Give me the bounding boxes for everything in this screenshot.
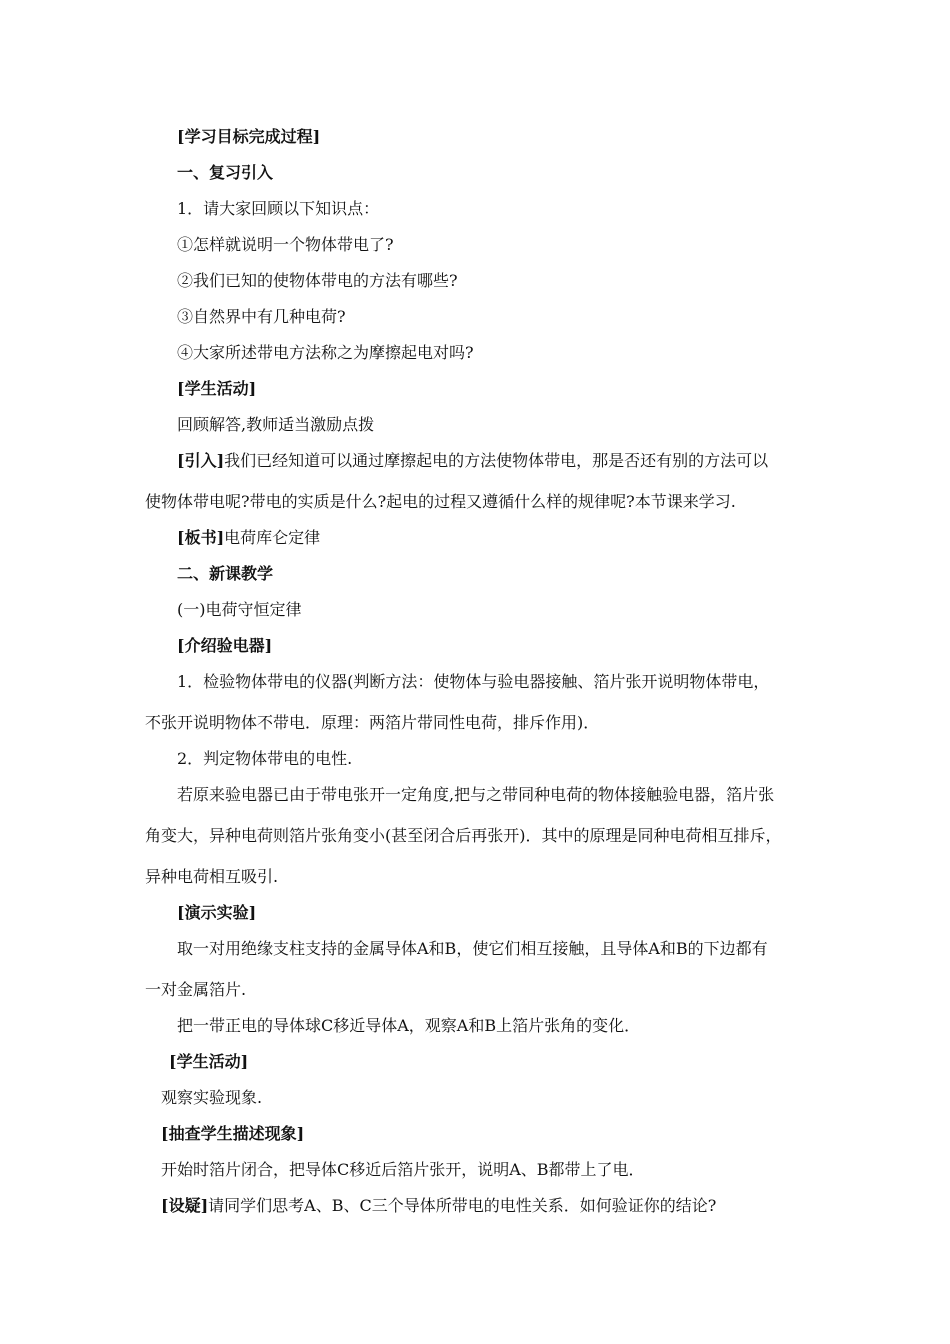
question-label: [设疑]	[161, 1196, 209, 1215]
student-activity-1-label: [学生活动]	[177, 379, 257, 398]
student-activity-1-text: 回顾解答,教师适当激励点拨	[177, 415, 375, 434]
demo-p2: 把一带正电的导体球C移近导体A，观察A和B上箔片张角的变化．	[177, 1016, 641, 1035]
review-question-3: ③自然界中有几种电荷?	[177, 307, 346, 326]
electroscope-p3-line-2: 角变大，异种电荷则箔片张角变小(甚至闭合后再张开)．其中的原理是同种电荷相互排斥，	[145, 826, 782, 845]
review-question-4: ④大家所述带电方法称之为摩擦起电对吗?	[177, 343, 474, 362]
electroscope-p3-line-1: 若原来验电器已由于带电张开一定角度,把与之带同种电荷的物体接触验电器，箔片张	[177, 785, 775, 804]
intro-text-1: 我们已经知道可以通过摩擦起电的方法使物体带电，那是否还有别的方法可以	[224, 451, 769, 470]
electroscope-label: [介绍验电器]	[177, 636, 273, 655]
section-1-title: 一、复习引入	[177, 163, 274, 182]
board-line	[177, 528, 320, 548]
intro-label: [引入]	[177, 451, 225, 470]
intro-paragraph-line-2: 使物体带电呢?带电的实质是什么?起电的过程又遵循什么样的规律呢?本节课来学习.	[145, 492, 736, 511]
question-text: 请同学们思考A、B、C三个导体所带电的电性关系．如何验证你的结论?	[208, 1196, 717, 1215]
electroscope-p2: 2．判定物体带电的电性.	[177, 749, 353, 768]
describe-text: 开始时箔片闭合，把导体C移近后箔片张开，说明A、B都带上了电．	[161, 1160, 645, 1179]
intro-paragraph-line-1	[177, 451, 768, 471]
student-activity-2-text: 观察实验现象.	[161, 1088, 263, 1107]
electroscope-p3-line-3: 异种电荷相互吸引.	[145, 867, 279, 886]
subsection-1-title: (一)电荷守恒定律	[177, 600, 302, 619]
section-2-title: 二、新课教学	[177, 564, 274, 583]
review-intro: 1．请大家回顾以下知识点：	[177, 199, 380, 218]
demo-p1-line-2: 一对金属箔片.	[145, 980, 247, 999]
demo-p1-line-1: 取一对用绝缘支柱支持的金属导体A和B，使它们相互接触，且导体A和B的下边都有	[177, 939, 768, 958]
demo-label: [演示实验]	[177, 903, 257, 922]
board-text: 电荷库仑定律	[224, 528, 321, 547]
board-label: [板书]	[177, 528, 225, 547]
review-question-1: ①怎样就说明一个物体带电了?	[177, 235, 394, 254]
process-heading: [学习目标完成过程]	[177, 127, 321, 146]
describe-label: [抽查学生描述现象]	[161, 1124, 305, 1143]
student-activity-2-label: [学生活动]	[169, 1052, 249, 1071]
electroscope-p1-line-2: 不张开说明物体不带电．原理：两箔片带同性电荷，排斥作用)．	[145, 713, 600, 732]
review-question-2: ②我们已知的使物体带电的方法有哪些?	[177, 271, 458, 290]
electroscope-p1-line-1: 1．检验物体带电的仪器(判断方法：使物体与验电器接触、箔片张开说明物体带电，	[177, 672, 770, 691]
question-line	[161, 1196, 716, 1216]
